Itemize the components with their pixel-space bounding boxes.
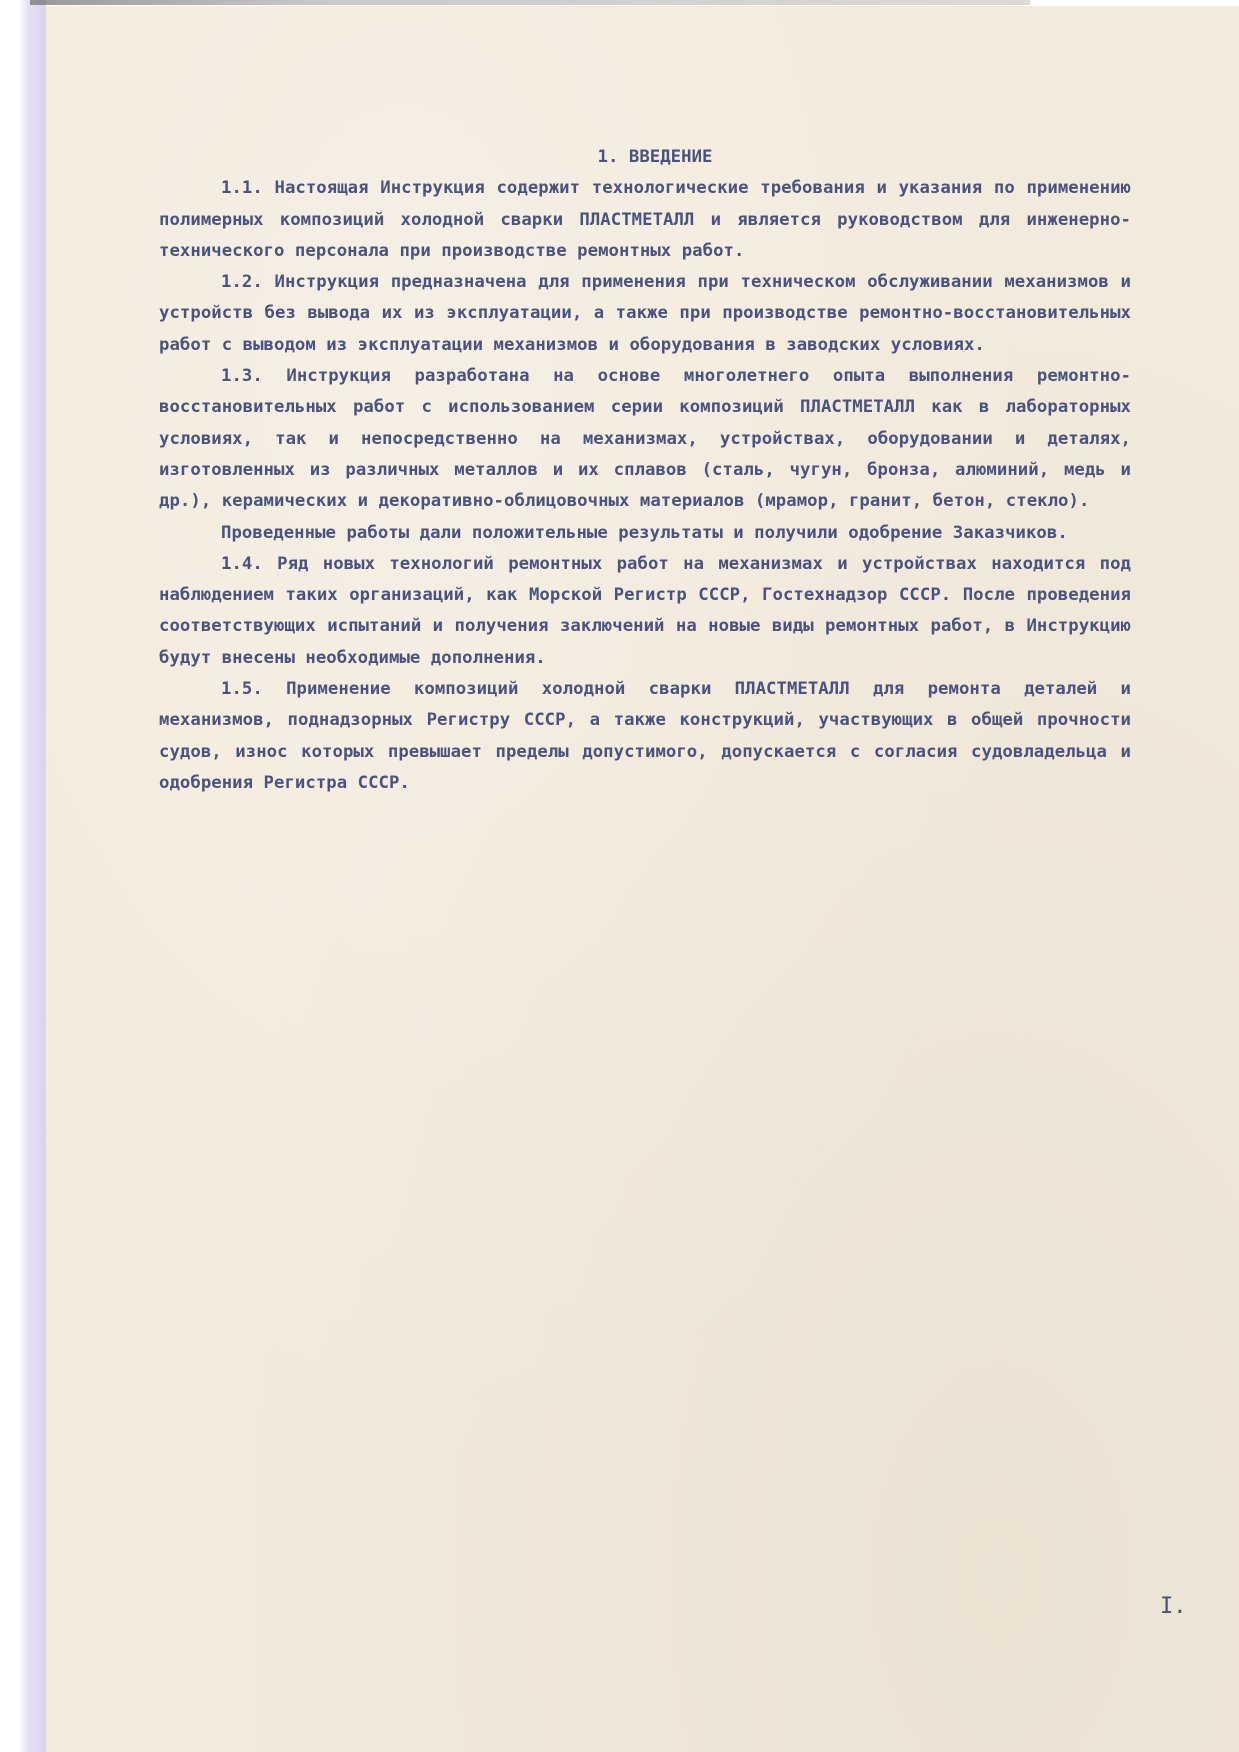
- paragraph-1-4: 1.4. Ряд новых технологий ремонтных работ на механизмах и устройствах находится под наблюдением таких организаций, как Морской Регистр СССР, Гостехнадзор СССР. После проведения соответствующих испытаний и получения заключений на новые виды ремонтных работ, в Инструкцию будут внесены необходимые дополнения.: [159, 553, 1131, 668]
- paragraph-results: Проведенные работы дали положительные результаты и получили одобрение Заказчиков.: [221, 522, 1068, 543]
- paragraph-1-2: 1.2. Инструкция предназначена для применения при техническом обслуживании механизмов и устройств без вывода их из эксплуатации, а также при производстве ремонтно-восстановительных работ с выводом из эксплуатации механизмов и оборудования в заводских условиях.: [159, 272, 1131, 355]
- document-body: [159, 142, 1131, 799]
- scan-top-edge: [30, 0, 1030, 5]
- section-title: 1. ВВЕДЕНИЕ: [597, 147, 713, 167]
- paragraph-1-5: 1.5. Применение композиций холодной сварки ПЛАСТМЕТАЛЛ для ремонта деталей и механизмов, поднадзорных Регистру СССР, а также конструкций, участвующих в общей прочности судов, износ которых превышает пределы допустимого, допускается с согласия судовладельца и одобрения Регистра СССР.: [159, 679, 1131, 793]
- paragraph-1-3: 1.3. Инструкция разработана на основе многолетнего опыта выполнения ремонтно-восстановительных работ с использованием серии композиций ПЛАСТМЕТАЛЛ как в лабораторных условиях, так и непосредственно на механизмах, устройствах, оборудовании и деталях, изготовленных из различных металлов и их сплавов (сталь, чугун, бронза, алюминий, медь и др.), керамических и декоративно-облицовочных материалов (мрамор, гранит, бетон, стекло).: [159, 366, 1131, 512]
- paragraph-1-1: 1.1. Настоящая Инструкция содержит технологические требования и указания по применению полимерных композиций холодной сварки ПЛАСТМЕТАЛЛ и является руководством для инженерно-технического персонала при производстве ремонтных работ.: [159, 178, 1131, 261]
- page-number: I.: [1160, 1594, 1187, 1619]
- scan-left-margin: [0, 0, 46, 1752]
